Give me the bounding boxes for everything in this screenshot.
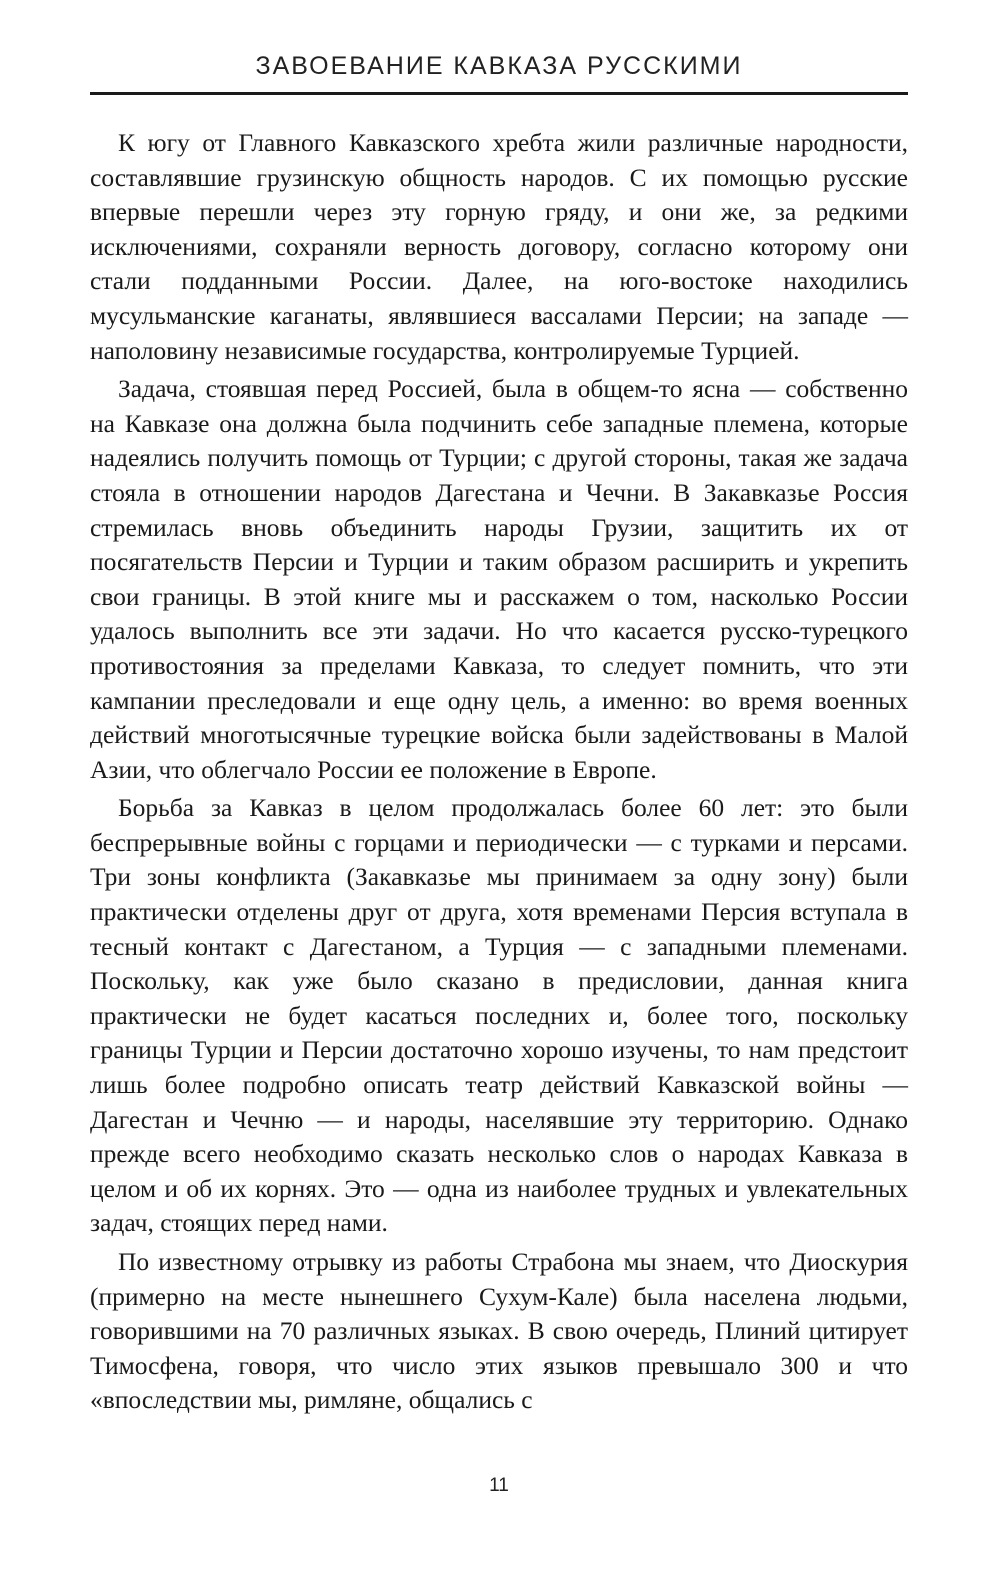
paragraph-1: К югу от Главного Кавказского хребта жили различные народности, составлявшие грузинскую общность народов. С их помощью русские впервые перешли через эту горную гряду, и они же, за редкими исключениями, сохраняли верность договору, согласно которому они стали подданными России. Далее, на юго-востоке находились мусульманские каганаты, являвшиеся вассалами Персии; на западе — наполовину независимые государства, контролируемые Турцией. bbox=[90, 128, 908, 365]
paragraph-2: Задача, стоявшая перед Россией, была в общем-то ясна — собственно на Кавказе она должна была подчинить себе западные племена, которые надеялись получить помощь от Турции; с другой стороны, такая же задача стояла в отношении народов Дагестана и Чечни. В Закавказье Россия стремилась вновь объединить народы Грузии, защитить их от посягательств Персии и Турции и таким образом расширить и укрепить свои границы. В этой книге мы и расскажем о том, насколько России удалось выполнить все эти задачи. Но что касается русско-турецкого противостояния за пределами Кавказа, то следует помнить, что эти кампании преследовали и еще одну цель, а именно: во время военных действий многотысячные турецкие войска были задействованы в Малой Азии, что облегчало России ее положение в Европе. bbox=[90, 374, 908, 784]
running-head: ЗАВОЕВАНИЕ КАВКАЗА РУССКИМИ bbox=[255, 52, 743, 80]
paragraph-4: По известному отрывку из работы Страбона мы знаем, что Диоскурия (примерно на месте нынешнего Сухум-Кале) была населена людьми, говорившими на 70 различных языках. В свою очередь, Плиний цитирует Тимосфена, говоря, что число этих языков превышало 300 и что «впоследствии мы, римляне, общались с bbox=[90, 1247, 908, 1415]
body-text bbox=[90, 126, 908, 1422]
paragraph-3: Борьба за Кавказ в целом продолжалась более 60 лет: это были беспрерывные войны с горцами и периодически — с турками и персами. Три зоны конфликта (Закавказье мы принимаем за одну зону) были практически отделены друг от друга, хотя временами Персия вступала в тесный контакт с Дагестаном, а Турция — с западными племенами. Поскольку, как уже было сказано в предисловии, данная книга практически не будет касаться последних и, более того, поскольку границы Турции и Персии достаточно хорошо изучены, то нам предстоит лишь более подробно описать театр действий Кавказской войны — Дагестан и Чечню — и народы, населявшие эту территорию. Однако прежде всего необходимо сказать несколько слов о народах Кавказа в целом и об их корнях. Это — одна из наиболее трудных и увлекательных задач, стоящих перед нами. bbox=[90, 793, 908, 1238]
book-page bbox=[90, 0, 908, 1574]
page-number: 11 bbox=[489, 1475, 509, 1496]
header-rule bbox=[90, 92, 908, 95]
